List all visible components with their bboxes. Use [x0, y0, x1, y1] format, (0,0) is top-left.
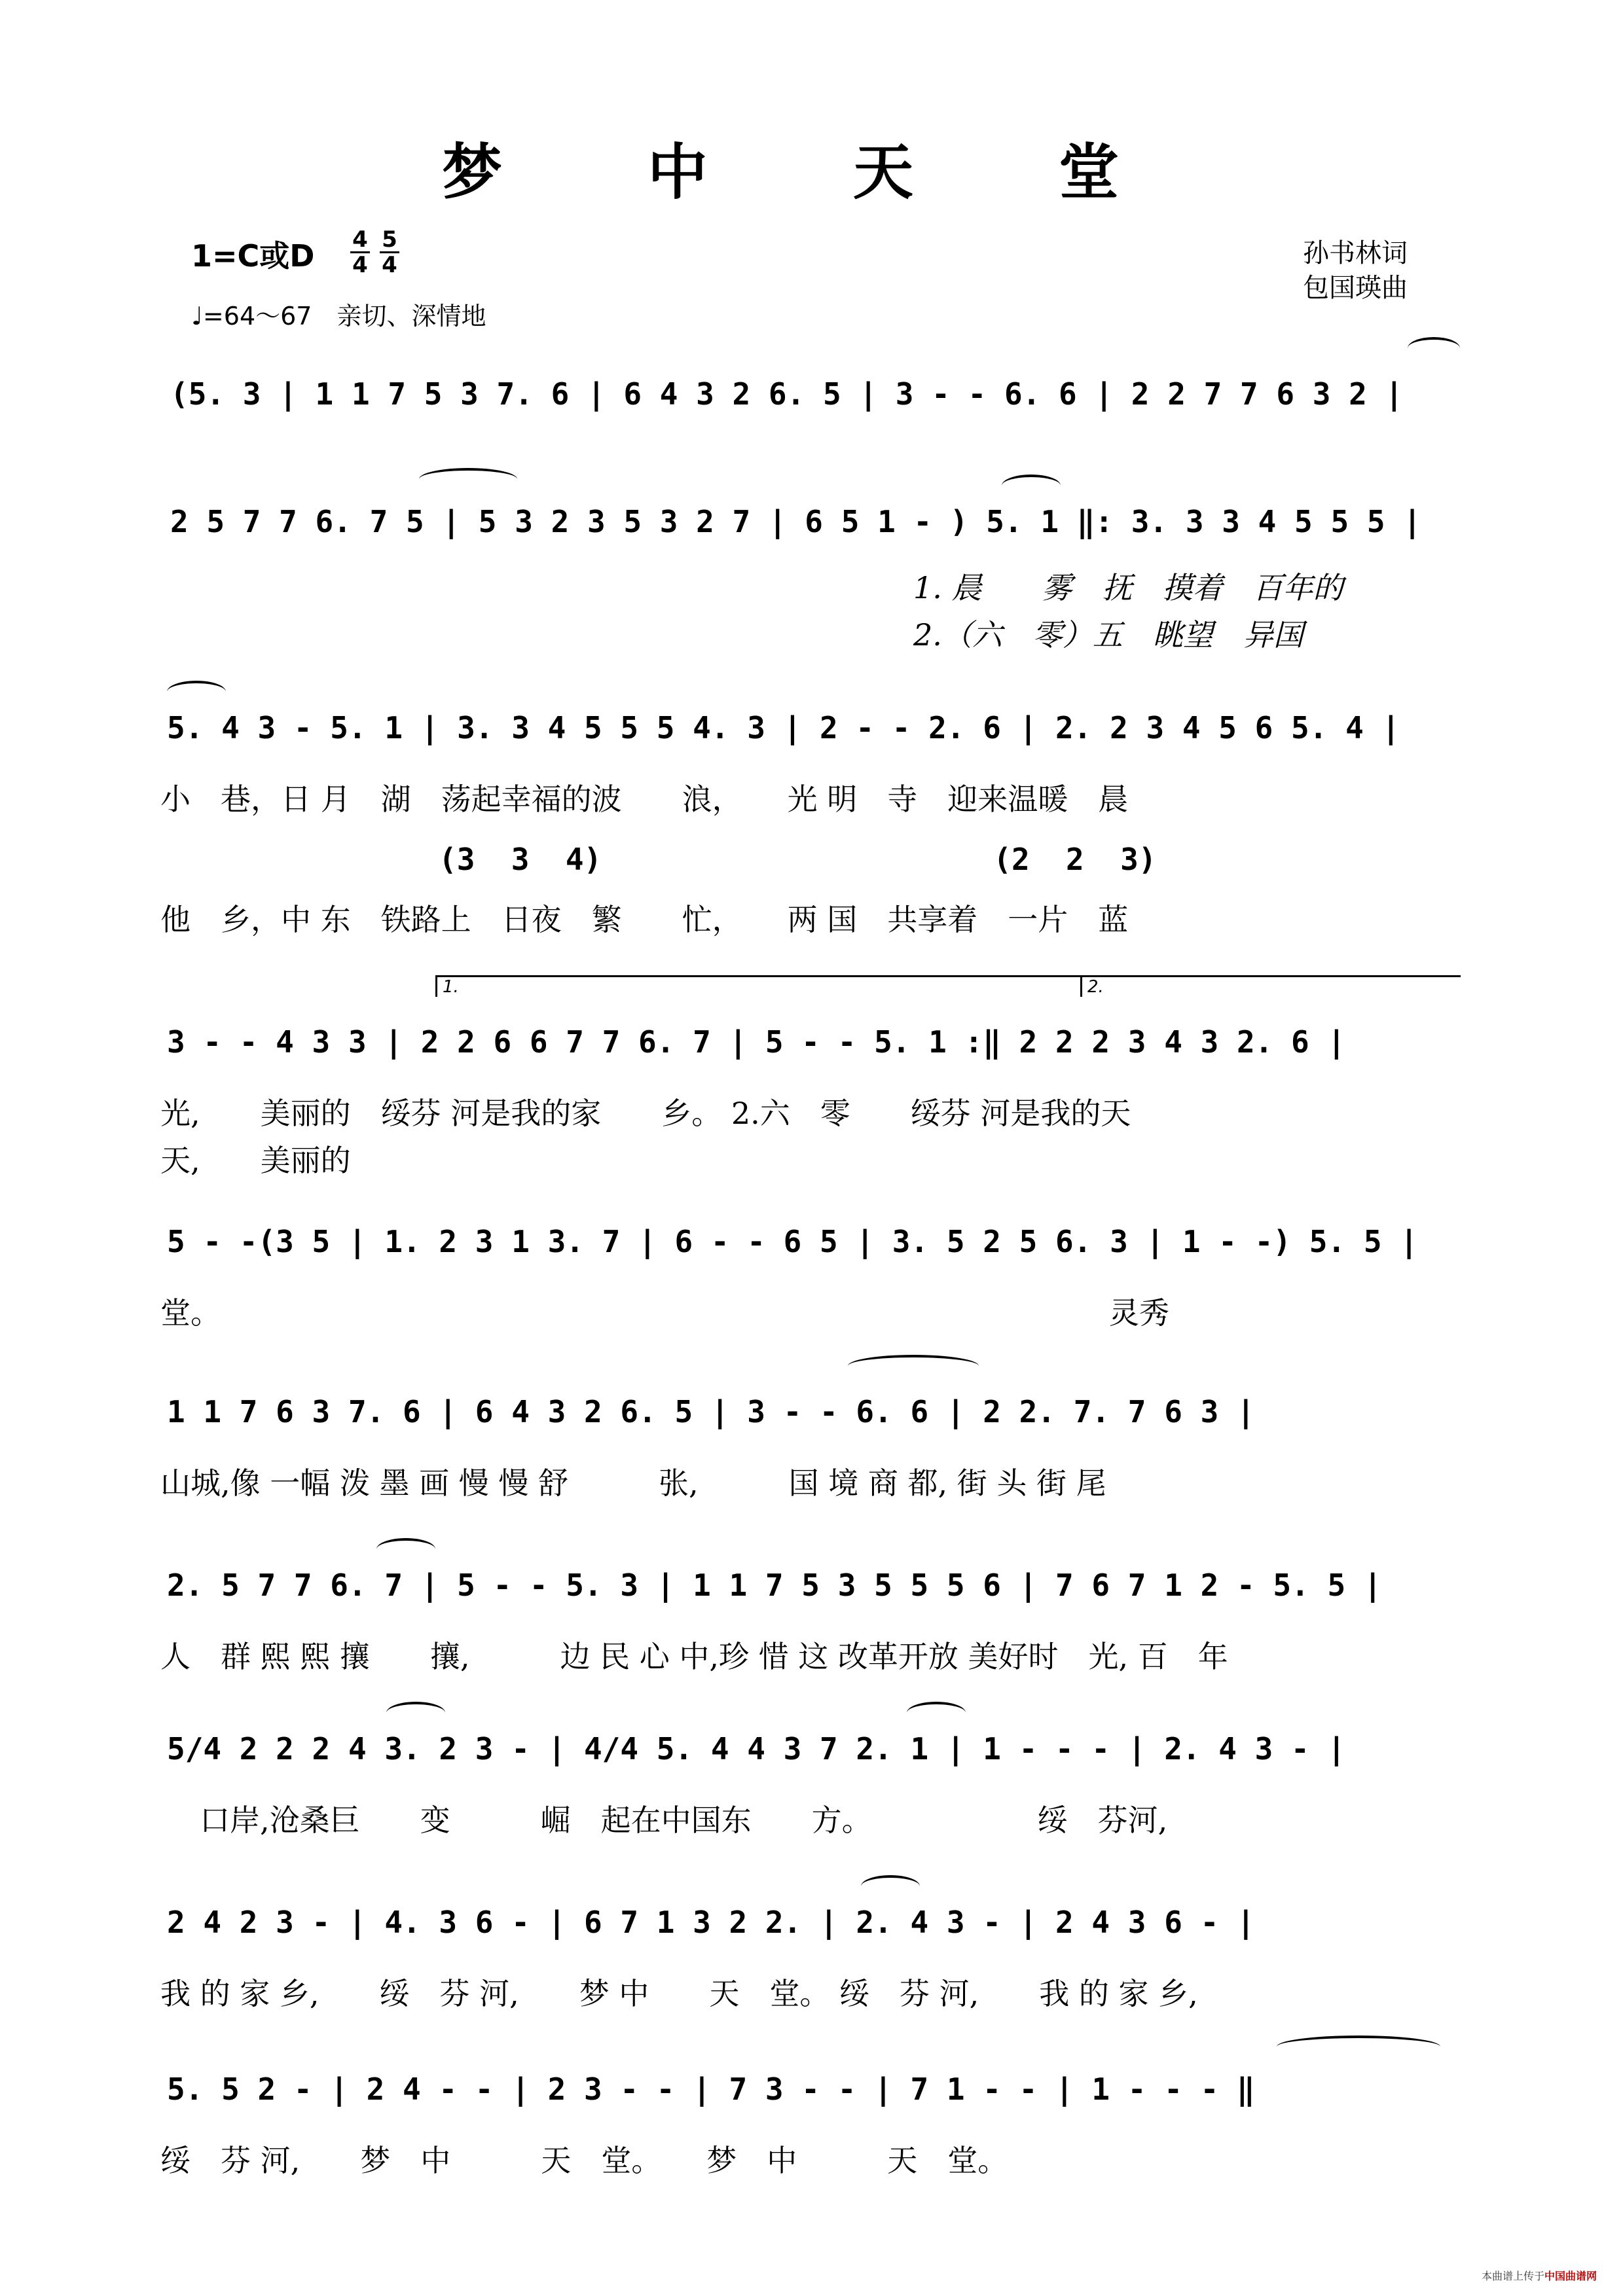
music-system-1 [160, 376, 1463, 448]
music-system-2 [160, 504, 1463, 658]
lyrics-line: 人 群 熙 熙 攘 攘, 边 民 心 中,珍 惜 这 改革开放 美好时 光, 百 年 [160, 1639, 1228, 1674]
footer-watermark: 本曲谱上传于中国曲谱网 [1481, 2270, 1597, 2282]
notation-line [160, 1568, 1463, 1640]
notation-text: 2 5 7 7 6. 7 5 | 5 3 2 3 5 3 2 7 | 6 5 1 - ) 5. 1 ‖: 3. 3 3 4 5 5 5 | [170, 504, 1421, 539]
notation-line [160, 1224, 1463, 1296]
music-system-4 [160, 1024, 1463, 1184]
notation-text: 5/4 2 2 2 4 3. 2 3 - | 4/4 5. 4 4 3 7 2. 1 | 1 - - - | 2. 4 3 - | [167, 1731, 1346, 1767]
slur [861, 1875, 920, 1897]
music-system-7 [160, 1568, 1463, 1680]
notation-line [160, 710, 1463, 782]
slur [1277, 2036, 1440, 2058]
music-system-3 [160, 710, 1463, 943]
notation-text: (5. 3 | 1 1 7 5 3 7. 6 | 6 4 3 2 6. 5 | 3 - - 6. 6 | 2 2 7 7 6 3 2 | [170, 376, 1404, 412]
lyrics-line: 堂。 灵秀 [160, 1295, 1169, 1331]
volta-second-ending: 2. [1080, 975, 1461, 997]
lyrics-verse-1: 光, 美丽的 绥芬 河是我的家 乡。 2.六 零 绥芬 河是我的天 [160, 1096, 1131, 1131]
notation-line [160, 376, 1463, 448]
notation-text: 3 - - 4 3 3 | 2 2 6 6 7 7 6. 7 | 5 - - 5. 1 :‖ 2 2 2 3 4 3 2. 6 | [167, 1024, 1346, 1060]
key-signature: 1=C或D [191, 238, 315, 274]
notation-line [160, 1731, 1463, 1803]
lyrics-variant-notes: (3 3 4) (2 2 3) [439, 842, 1157, 877]
notation-line [160, 1394, 1463, 1466]
music-system-9 [160, 1905, 1463, 2017]
lyrics-verse-2: 天, 美丽的 [160, 1143, 351, 1178]
slur [907, 1702, 966, 1724]
notation-line [160, 2072, 1463, 2144]
page-title: 梦 中 天 堂 [441, 137, 1182, 207]
lyrics-verse-1: 小 巷，日 月 湖 荡起幸福的波 浪， 光 明 寺 迎来温暖 晨 [160, 781, 1129, 817]
slur [1408, 337, 1460, 359]
lyrics-line: 口岸,沧桑巨 变 崛 起在中国东 方。 绥 芬河, [200, 1803, 1168, 1838]
notation-text: 2 4 2 3 - | 4. 3 6 - | 6 7 1 3 2 2. | 2. 4 3 - | 2 4 3 6 - | [167, 1905, 1255, 1940]
notation-text: 2. 5 7 7 6. 7 | 5 - - 5. 3 | 1 1 7 5 3 5 5 5 6 | 7 6 7 1 2 - 5. 5 | [167, 1568, 1382, 1603]
lyrics-line: 山城,像 一幅 泼 墨 画 慢 慢 舒 张, 国 境 商 都, 街 头 街 尾 [160, 1465, 1106, 1501]
lyrics-verse-2: 他 乡，中 东 铁路上 日夜 繁 忙， 两 国 共享着 一片 蓝 [160, 902, 1129, 937]
slur [848, 1355, 979, 1377]
time-signature-4-4: 4 4 [350, 228, 370, 277]
slur [419, 468, 517, 490]
time-signature-5-4: 5 4 [380, 228, 399, 277]
slur [376, 1538, 435, 1560]
composer-credit: 包国瑛曲 [1303, 273, 1408, 303]
tempo-marking: ♩=64～67 亲切、深情地 [191, 302, 486, 331]
music-system-5 [160, 1224, 1463, 1336]
volta-first-ending: 1. [435, 975, 1081, 997]
notation-text: 1 1 7 6 3 7. 6 | 6 4 3 2 6. 5 | 3 - - 6. 6 | 2 2. 7. 7 6 3 | [167, 1394, 1255, 1429]
notation-text: 5. 4 3 - 5. 1 | 3. 3 4 5 5 5 4. 3 | 2 - - 2. 6 | 2. 2 3 4 5 6 5. 4 | [167, 710, 1400, 745]
notation-text: 5 - -(3 5 | 1. 2 3 1 3. 7 | 6 - - 6 5 | 3. 5 2 5 6. 3 | 1 - -) 5. 5 | [167, 1224, 1418, 1259]
lyrics-verse-1: 1. 晨 雾 抚 摸着 百年的 [913, 570, 1343, 605]
music-system-10 [160, 2072, 1463, 2184]
music-system-6 [160, 1394, 1463, 1507]
slur [1002, 475, 1061, 497]
lyrics-verse-2: 2.（六 零）五 眺望 异国 [913, 617, 1304, 653]
slur [386, 1702, 445, 1724]
slur [167, 681, 226, 703]
lyrics-line: 我 的 家 乡, 绥 芬 河, 梦 中 天 堂。 绥 芬 河, 我 的 家 乡, [160, 1976, 1198, 2011]
notation-line [160, 1905, 1463, 1977]
lyricist-credit: 孙书林词 [1303, 238, 1408, 268]
music-system-8 [160, 1731, 1463, 1844]
lyrics-line: 绥 芬 河, 梦 中 天 堂。 梦 中 天 堂。 [160, 2143, 1008, 2178]
notation-line [160, 1024, 1463, 1096]
notation-text: 5. 5 2 - | 2 4 - - | 2 3 - - | 7 3 - - | 7 1 - - | 1 - - - ‖ [167, 2072, 1255, 2107]
site-logo-text: 中国曲谱网 [1544, 2270, 1597, 2282]
